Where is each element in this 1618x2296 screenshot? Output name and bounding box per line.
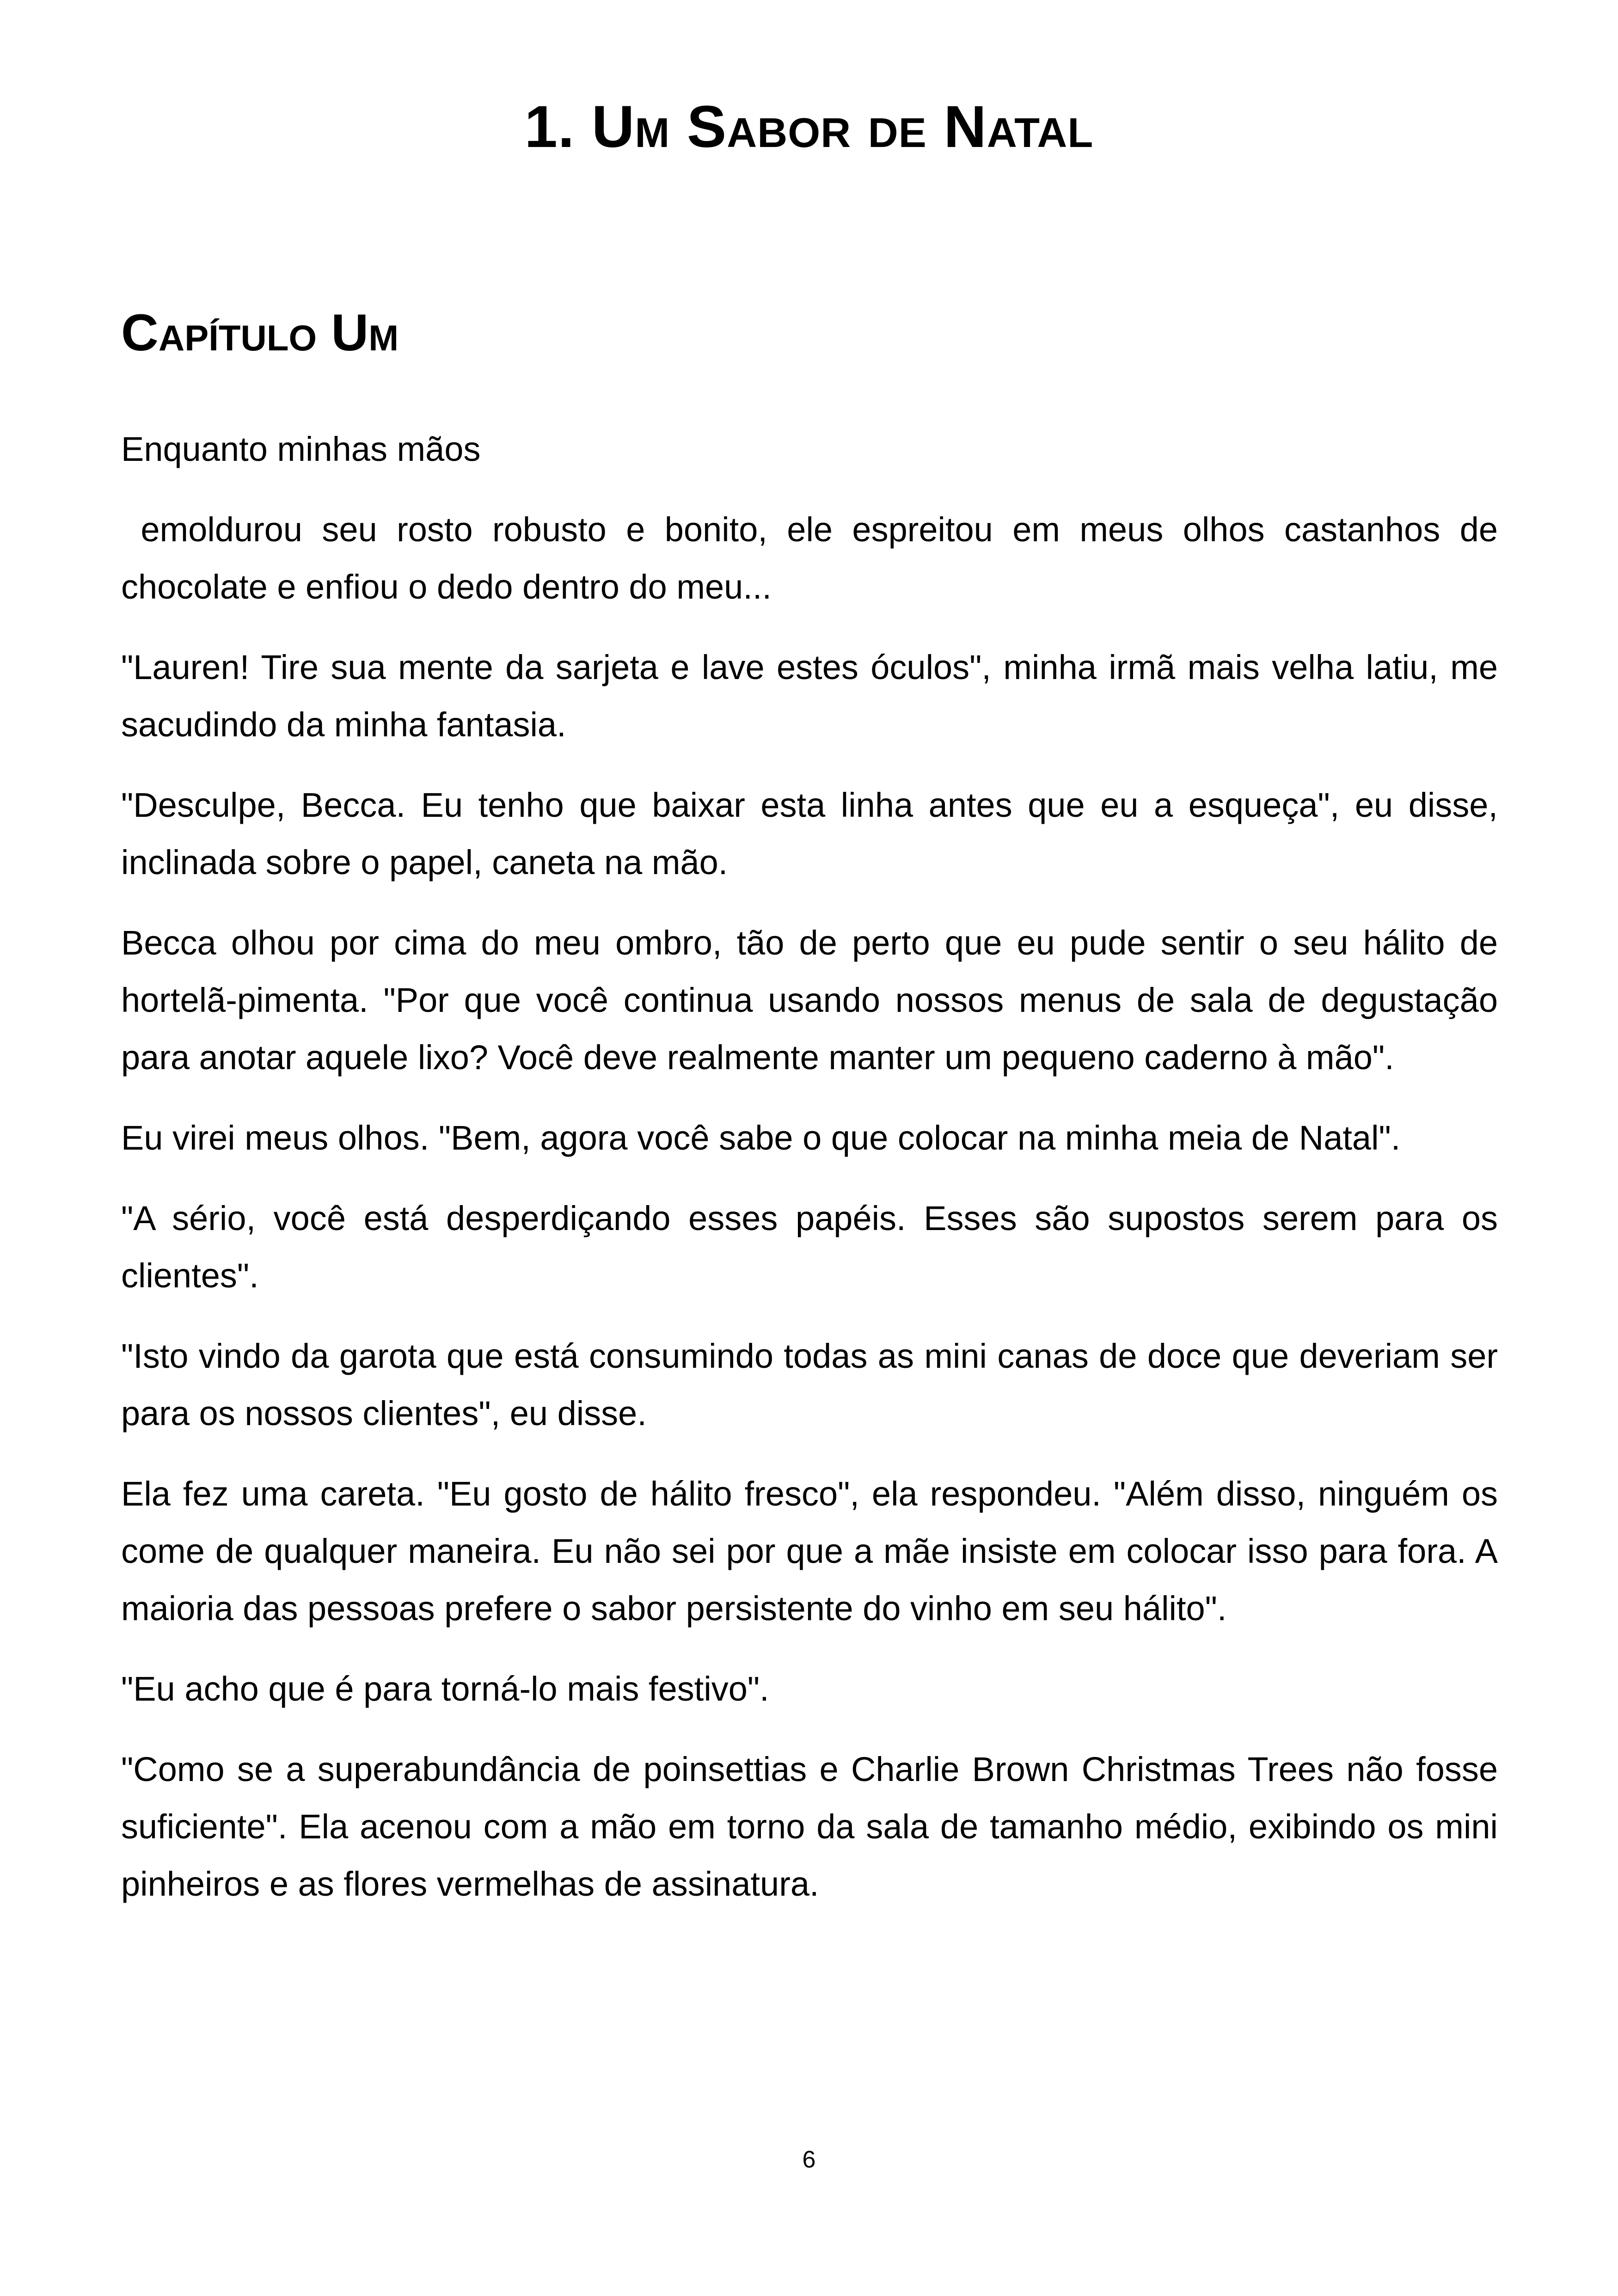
paragraph: "Isto vindo da garota que está consumindo todas as mini canas de doce que deveriam ser para os nossos clientes", eu disse. xyxy=(121,1337,1498,1433)
book-title: 1. Um Sabor de Natal xyxy=(524,94,1094,160)
paragraph: "Eu acho que é para torná-lo mais festivo". xyxy=(121,1670,769,1708)
paragraph: Enquanto minhas mãos xyxy=(121,430,481,468)
paragraph: Eu virei meus olhos. "Bem, agora você sabe o que colocar na minha meia de Natal". xyxy=(121,1119,1401,1157)
paragraph: "A sério, você está desperdiçando esses papéis. Esses são supostos serem para os clientes". xyxy=(121,1199,1498,1295)
paragraph: emoldurou seu rosto robusto e bonito, ele espreitou em meus olhos castanhos de chocolate e enfiou o dedo dentro do meu... xyxy=(121,510,1508,606)
paragraph: "Como se a superabundância de poinsettias e Charlie Brown Christmas Trees não fosse suficiente". Ela acenou com a mão em torno da sala de tamanho médio, exibindo os mini pinheiros e as flores vermelhas de assinatura. xyxy=(121,1750,1498,1903)
chapter-title: Capítulo Um xyxy=(121,304,399,361)
paragraph: "Lauren! Tire sua mente da sarjeta e lave estes óculos", minha irmã mais velha latiu, me sacudindo da minha fantasia. xyxy=(121,648,1498,744)
page-number: 6 xyxy=(802,2146,816,2173)
paragraph: "Desculpe, Becca. Eu tenho que baixar esta linha antes que eu a esqueça", eu disse, inclinada sobre o papel, caneta na mão. xyxy=(121,786,1498,882)
chapter-body xyxy=(121,421,1508,1936)
paragraph: Ela fez uma careta. "Eu gosto de hálito fresco", ela respondeu. "Além disso, ninguém os come de qualquer maneira. Eu não sei por que a mãe insiste em colocar isso para fora. A maioria das pessoas prefere o sabor persistente do vinho em seu hálito". xyxy=(121,1475,1498,1628)
paragraph: Becca olhou por cima do meu ombro, tão de perto que eu pude sentir o seu hálito de hortelã-pimenta. "Por que você continua usando nossos menus de sala de degustação para anotar aquele lixo? Você deve realmente manter um pequeno caderno à mão". xyxy=(121,924,1498,1077)
